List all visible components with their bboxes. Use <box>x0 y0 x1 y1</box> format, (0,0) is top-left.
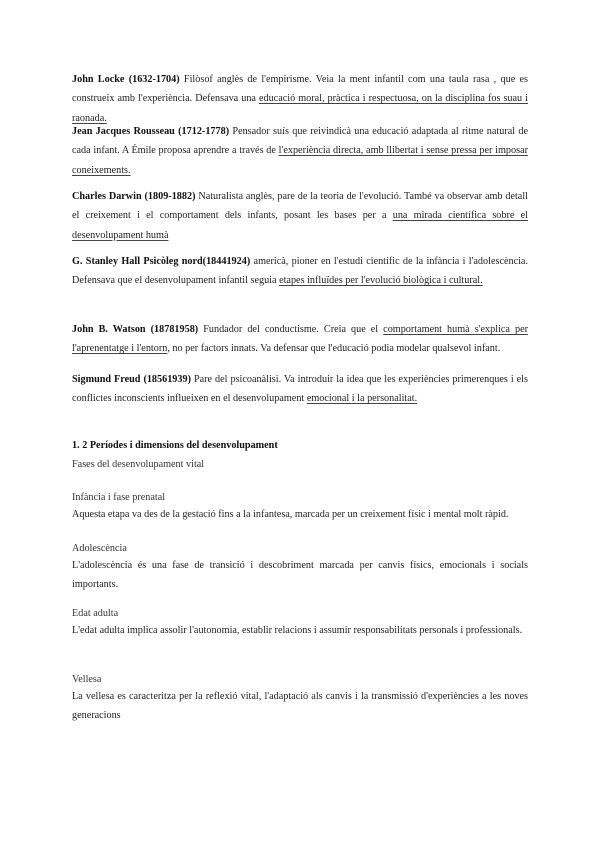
phase-text: L'adolescència és una fase de transició i descobriment marcada per canvis físics, emocionals i socials importants. <box>72 560 528 591</box>
author-name: Sigmund Freud (18561939) <box>72 374 191 385</box>
author-text: Pare del psicoanàlisi. Va introduir la idea que les experiències primerenques i els conflictes inconscients influeixen en el desenvolupament <box>72 374 528 405</box>
author-text-tail: , no per factors innats. Va defensar que l'educació podia modelar qualsevol infant. <box>167 343 501 355</box>
author-paragraph-watson <box>72 320 528 359</box>
author-paragraph-rousseau <box>72 122 528 180</box>
author-name: Jean Jacques Rousseau (1712-1778) <box>72 126 230 137</box>
section-subheading: Fases del desenvolupament vital <box>72 459 205 470</box>
phase-title: Adolescència <box>72 543 127 554</box>
author-underlined-text: emocional i la personalitat. <box>306 393 418 405</box>
author-underlined-text: l'experiència directa, amb llibertat i sense pressa per imposar coneixements. <box>72 145 528 176</box>
author-paragraph-locke <box>72 70 528 128</box>
author-paragraph-darwin <box>72 187 528 245</box>
author-name: G. Stanley Hall Psicòleg nord(18441924) <box>72 256 251 267</box>
author-paragraph-hall <box>72 252 528 291</box>
author-text: Pensador suís que reivindicà una educació adaptada al ritme natural de cada infant. A Émile proposa aprendre a través de <box>72 126 528 157</box>
author-underlined-text: educació moral, pràctica i respectuosa, on la disciplina fos suau i raonada. <box>72 93 528 124</box>
author-text: americà, pioner en l'estudi científic de la infància i l'adolescència. Defensava que el desenvolupament infantil seguia <box>72 256 528 287</box>
phase-title: Infància i fase prenatal <box>72 492 166 503</box>
phase-text: La vellesa es caracteritza per la reflexió vital, l'adaptació als canvis i la transmissió d'experiències a les noves generacions <box>72 691 528 722</box>
phase-text: Aquesta etapa va des de la gestació fins a la infantesa, marcada per un creixement físic i mental molt ràpid. <box>72 509 509 520</box>
author-underlined-text: una mirada científica sobre el desenvolupament humà <box>72 210 528 241</box>
author-text: Fundador del conductisme. Creia que el <box>198 324 384 335</box>
phase-text: L'edat adulta implica assolir l'autonomia, establir relacions i assumir responsabilitats personals i professionals. <box>72 625 523 636</box>
author-underlined-text: etapes influïdes per l'evolució biològica i cultural. <box>279 275 483 287</box>
phase-title: Edat adulta <box>72 608 119 619</box>
author-paragraph-freud <box>72 370 528 409</box>
author-name: John B. Watson (18781958) <box>72 324 199 335</box>
author-text: Naturalista anglès, pare de la teoria de l'evolució. També va observar amb detall el creixement i el comportament dels infants, posant les bases per a <box>72 191 528 222</box>
section-heading: 1. 2 Períodes i dimensions del desenvolupament <box>72 440 278 451</box>
author-text: Filòsof anglès de l'empirisme. Veia la ment infantil com una taula rasa , que es construeix amb l'experiència. Defensava una <box>72 74 529 105</box>
author-underlined-text: comportament humà s'explica per l'aprenentatge i l'entorn <box>72 324 529 355</box>
author-name: John Locke (1632-1704) <box>72 74 180 85</box>
author-name: Charles Darwin (1809-1882) <box>72 191 196 202</box>
phase-title: Vellesa <box>72 674 102 685</box>
